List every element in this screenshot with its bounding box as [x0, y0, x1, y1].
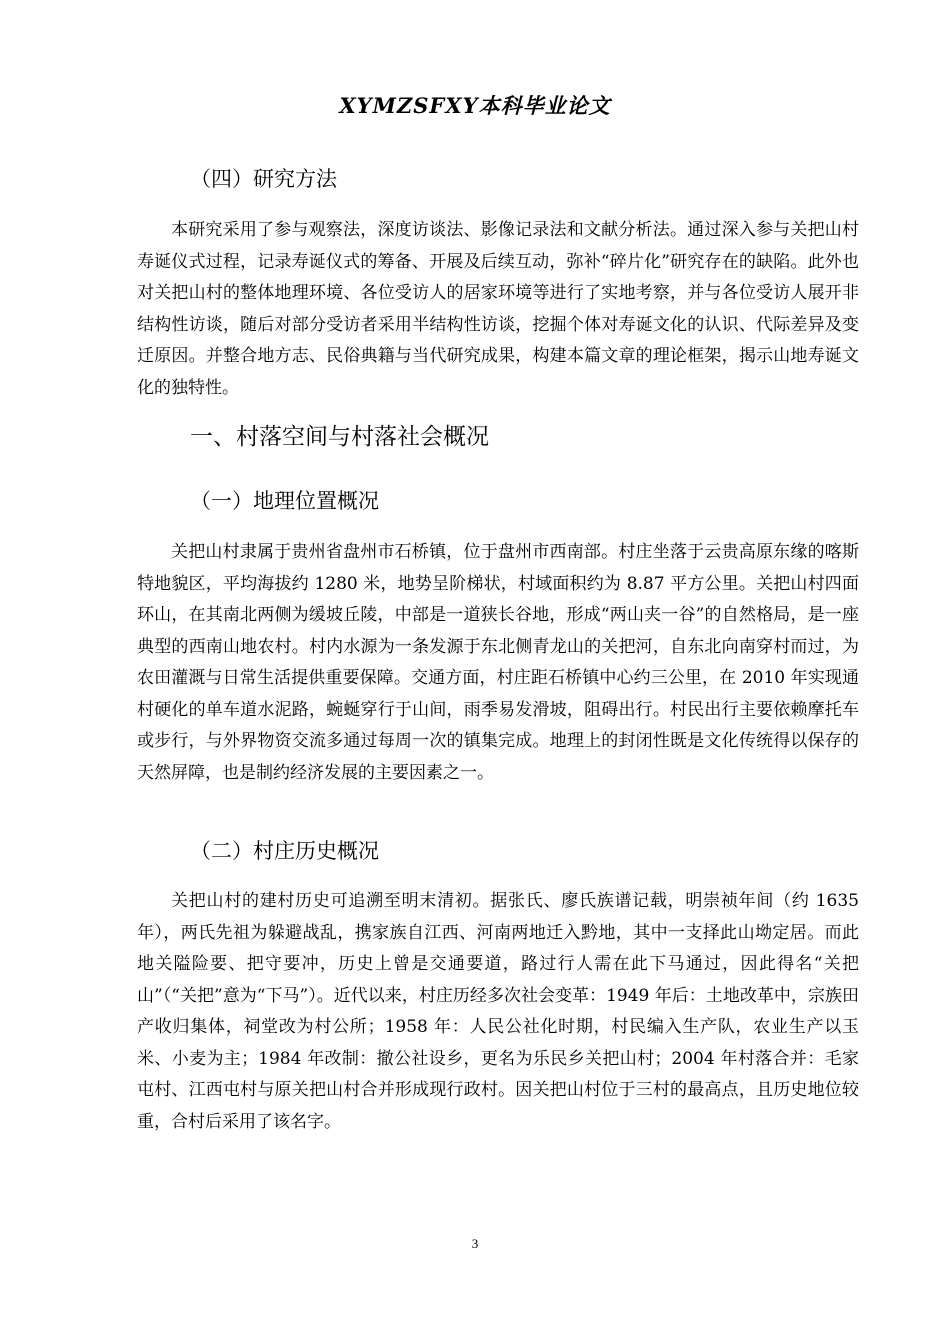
- page-header-title: XYMZSFXY本科毕业论文: [339, 93, 611, 118]
- paragraph-research-method: 本研究采用了参与观察法，深度访谈法、影像记录法和文献分析法。通过深入参与关把山村寿诞仪式过程，记录寿诞仪式的筹备、开展及后续互动，弥补“碎片化”研究存在的缺陷。此外也对关把山村的整体地理环境、各位受访人的居家环境等进行了实地考察，并与各位受访人展开非结构性访谈，随后对部分受访者采用半结构性访谈，挖掘个体对寿诞文化的认识、代际差异及变迁原因。并整合地方志、民俗典籍与当代研究成果，构建本篇文章的理论框架，揭示山地寿诞文化的独特性。: [137, 220, 859, 398]
- paragraph-history: 关把山村的建村历史可追溯至明末清初。据张氏、廖氏族谱记载，明崇祯年间（约 1635 年），两氏先祖为躲避战乱，携家族自江西、河南两地迁入黔地，其中一支择此山坳定居。而此地关隘险要、把守要冲，历史上曾是交通要道，路过行人需在此下马通过，因此得名“关把山”（“关把”意为“下马”）。近代以来，村庄历经多次社会变革：1949 年后：土地改革中，宗族田产收归集体，祠堂改为村公所；1958 年：人民公社化时期，村民编入生产队，农业生产以玉米、小麦为主；1984 年改制：撤公社设乡，更名为乐民乡关把山村；2004 年村落合并：毛家屯村、江西屯村与原关把山村合并形成现行政村。因关把山村位于三村的最高点，且历史地位较重，合村后采用了该名字。: [137, 891, 859, 1132]
- section-heading-geography: （一）地理位置概况: [190, 489, 379, 513]
- paragraph-geography: 关把山村隶属于贵州省盘州市石桥镇，位于盘州市西南部。村庄坐落于云贵高原东缘的喀斯特地貌区，平均海拔约 1280 米，地势呈阶梯状，村域面积约为 8.87 平方公里。关把山村四面环山，在其南北两侧为缓坡丘陵，中部是一道狭长谷地，形成“两山夹一谷”的自然格局，是一座典型的西南山地农村。村内水源为一条发源于东北侧青龙山的关把河，自东北向南穿村而过，为农田灌溉与日常生活提供重要保障。交通方面，村庄距石桥镇中心约三公里，在 2010 年实现通村硬化的单车道水泥路，蜿蜒穿行于山间，雨季易发滑坡，阻碍出行。村民出行主要依赖摩托车或步行，与外界物资交流多通过每周一次的镇集完成。地理上的封闭性既是文化传统得以保存的天然屏障，也是制约经济发展的主要因素之一。: [137, 542, 859, 783]
- section-heading-history: （二）村庄历史概况: [190, 839, 379, 863]
- page-number: 3: [471, 1236, 479, 1251]
- section-heading-research-method: （四）研究方法: [190, 167, 337, 191]
- chapter-heading-one: 一、村落空间与村落社会概况: [190, 424, 489, 450]
